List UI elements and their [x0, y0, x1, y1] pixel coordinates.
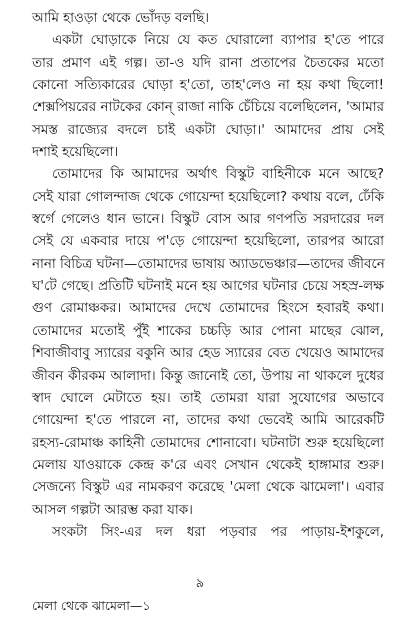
text-line: সংকটা সিং-এর দল ধরা পড়বার পর পাড়ায়-ইশকুলে,: [52, 524, 384, 540]
text-line: সেই যে একবার দায়ে প'ড়ে গোয়েন্দা হয়েছিলো, তারপর আরো: [32, 234, 384, 250]
text-line: নানা বিচিত্র ঘটনা—তোমাদের ভাষায় অ্যাডভেঞ্চার—তাদের জীবনে: [32, 256, 385, 272]
running-footer: মেলা থেকে ঝামেলা—১: [32, 598, 151, 613]
text-line: তোমাদের কি আমাদের অর্থাৎ বিস্কুট বাহিনীকে মনে আছে?: [52, 167, 384, 183]
text-line: সমস্ত রাজ্যের বদলে চাই একটা ঘোড়া।' আমাদের প্রায় সেই: [32, 122, 384, 138]
text-line: জীবন কীরকম আলাদা। কিন্তু জানোই তো, উপায় না থাকলে দুধের: [32, 368, 384, 384]
body-text: [32, 8, 384, 544]
page-number: ৯: [195, 576, 205, 591]
text-line: তার প্রমাণ এই গল্প। তা-ও যদি রানা প্রতাপের চৈতকের মতো: [32, 55, 384, 71]
text-line: শেক্সপিয়রের নাটকের কোন্ রাজা নাকি চেঁচিয়ে বলেছিলেন, 'আমার: [32, 100, 384, 116]
text-line: মেলায় যাওয়াকে কেন্দ্র ক'রে এবং সেখান থেকেই হাঙ্গামার শুরু।: [32, 457, 384, 473]
text-line: সেজন্যে বিস্কুট এর নামকরণ করেছে 'মেলা থেকে ঝামেলা'। এবার: [32, 480, 384, 496]
text-line: সেই যারা গোলন্দাজ থেকে গোয়েন্দা হয়েছিলো? কথায় বলে, ঢেঁকি: [32, 189, 384, 205]
text-line: কোনো সত্যিকারের ঘোড়া হ'তো, তাহ'লেও না হয় কথা ছিলো!: [32, 78, 384, 94]
text-line: স্বর্গে গেলেও ধান ভানে। বিস্কুট বোস আর গণপতি সরদারের দল: [32, 212, 384, 228]
text-line: দশাই হয়েছিলো।: [32, 145, 119, 161]
text-line: আমি হাওড়া থেকে ভোঁদড় বলছি।: [32, 11, 210, 26]
text-line: তোমাদের মতোই পুঁই শাকের চচ্চড়ি আর পোনা মাছের ঝোল,: [32, 323, 384, 339]
text-line: স্বাদ ঘোলে মেটাতে হয়। তাই তোমরা যারা সুযোগের অভাবে: [32, 390, 384, 406]
text-line: ঘ'টে গেছে। প্রতিটি ঘটনাই মনে হয় আগের ঘটনার চেয়ে সহস্র-লক্ষ: [32, 279, 384, 295]
text-line: একটা ঘোড়াকে নিয়ে যে কত ঘোরালো ব্যাপার হ'তে পারে: [52, 33, 384, 49]
text-line: গোয়েন্দা হ'তে পারলে না, তাদের কথা ভেবেই আমি আরেকটি: [32, 413, 384, 429]
text-line: শিবাজীবাবু স্যারের বকুনি আর হেড স্যারের বেত খেয়েও আমাদের: [32, 346, 384, 362]
text-line: আসল গল্পটা আরম্ভ করা যাক।: [32, 502, 193, 518]
text-line: রহস্য-রোমাঞ্চ কাহিনী তোমাদের শোনাবো। ঘটনাটা শুরু হয়েছিলো: [32, 435, 384, 451]
text-line: গুণ রোমাঞ্চকর। আমাদের দেখে তোমাদের হিংসে হবারই কথা।: [32, 301, 384, 317]
